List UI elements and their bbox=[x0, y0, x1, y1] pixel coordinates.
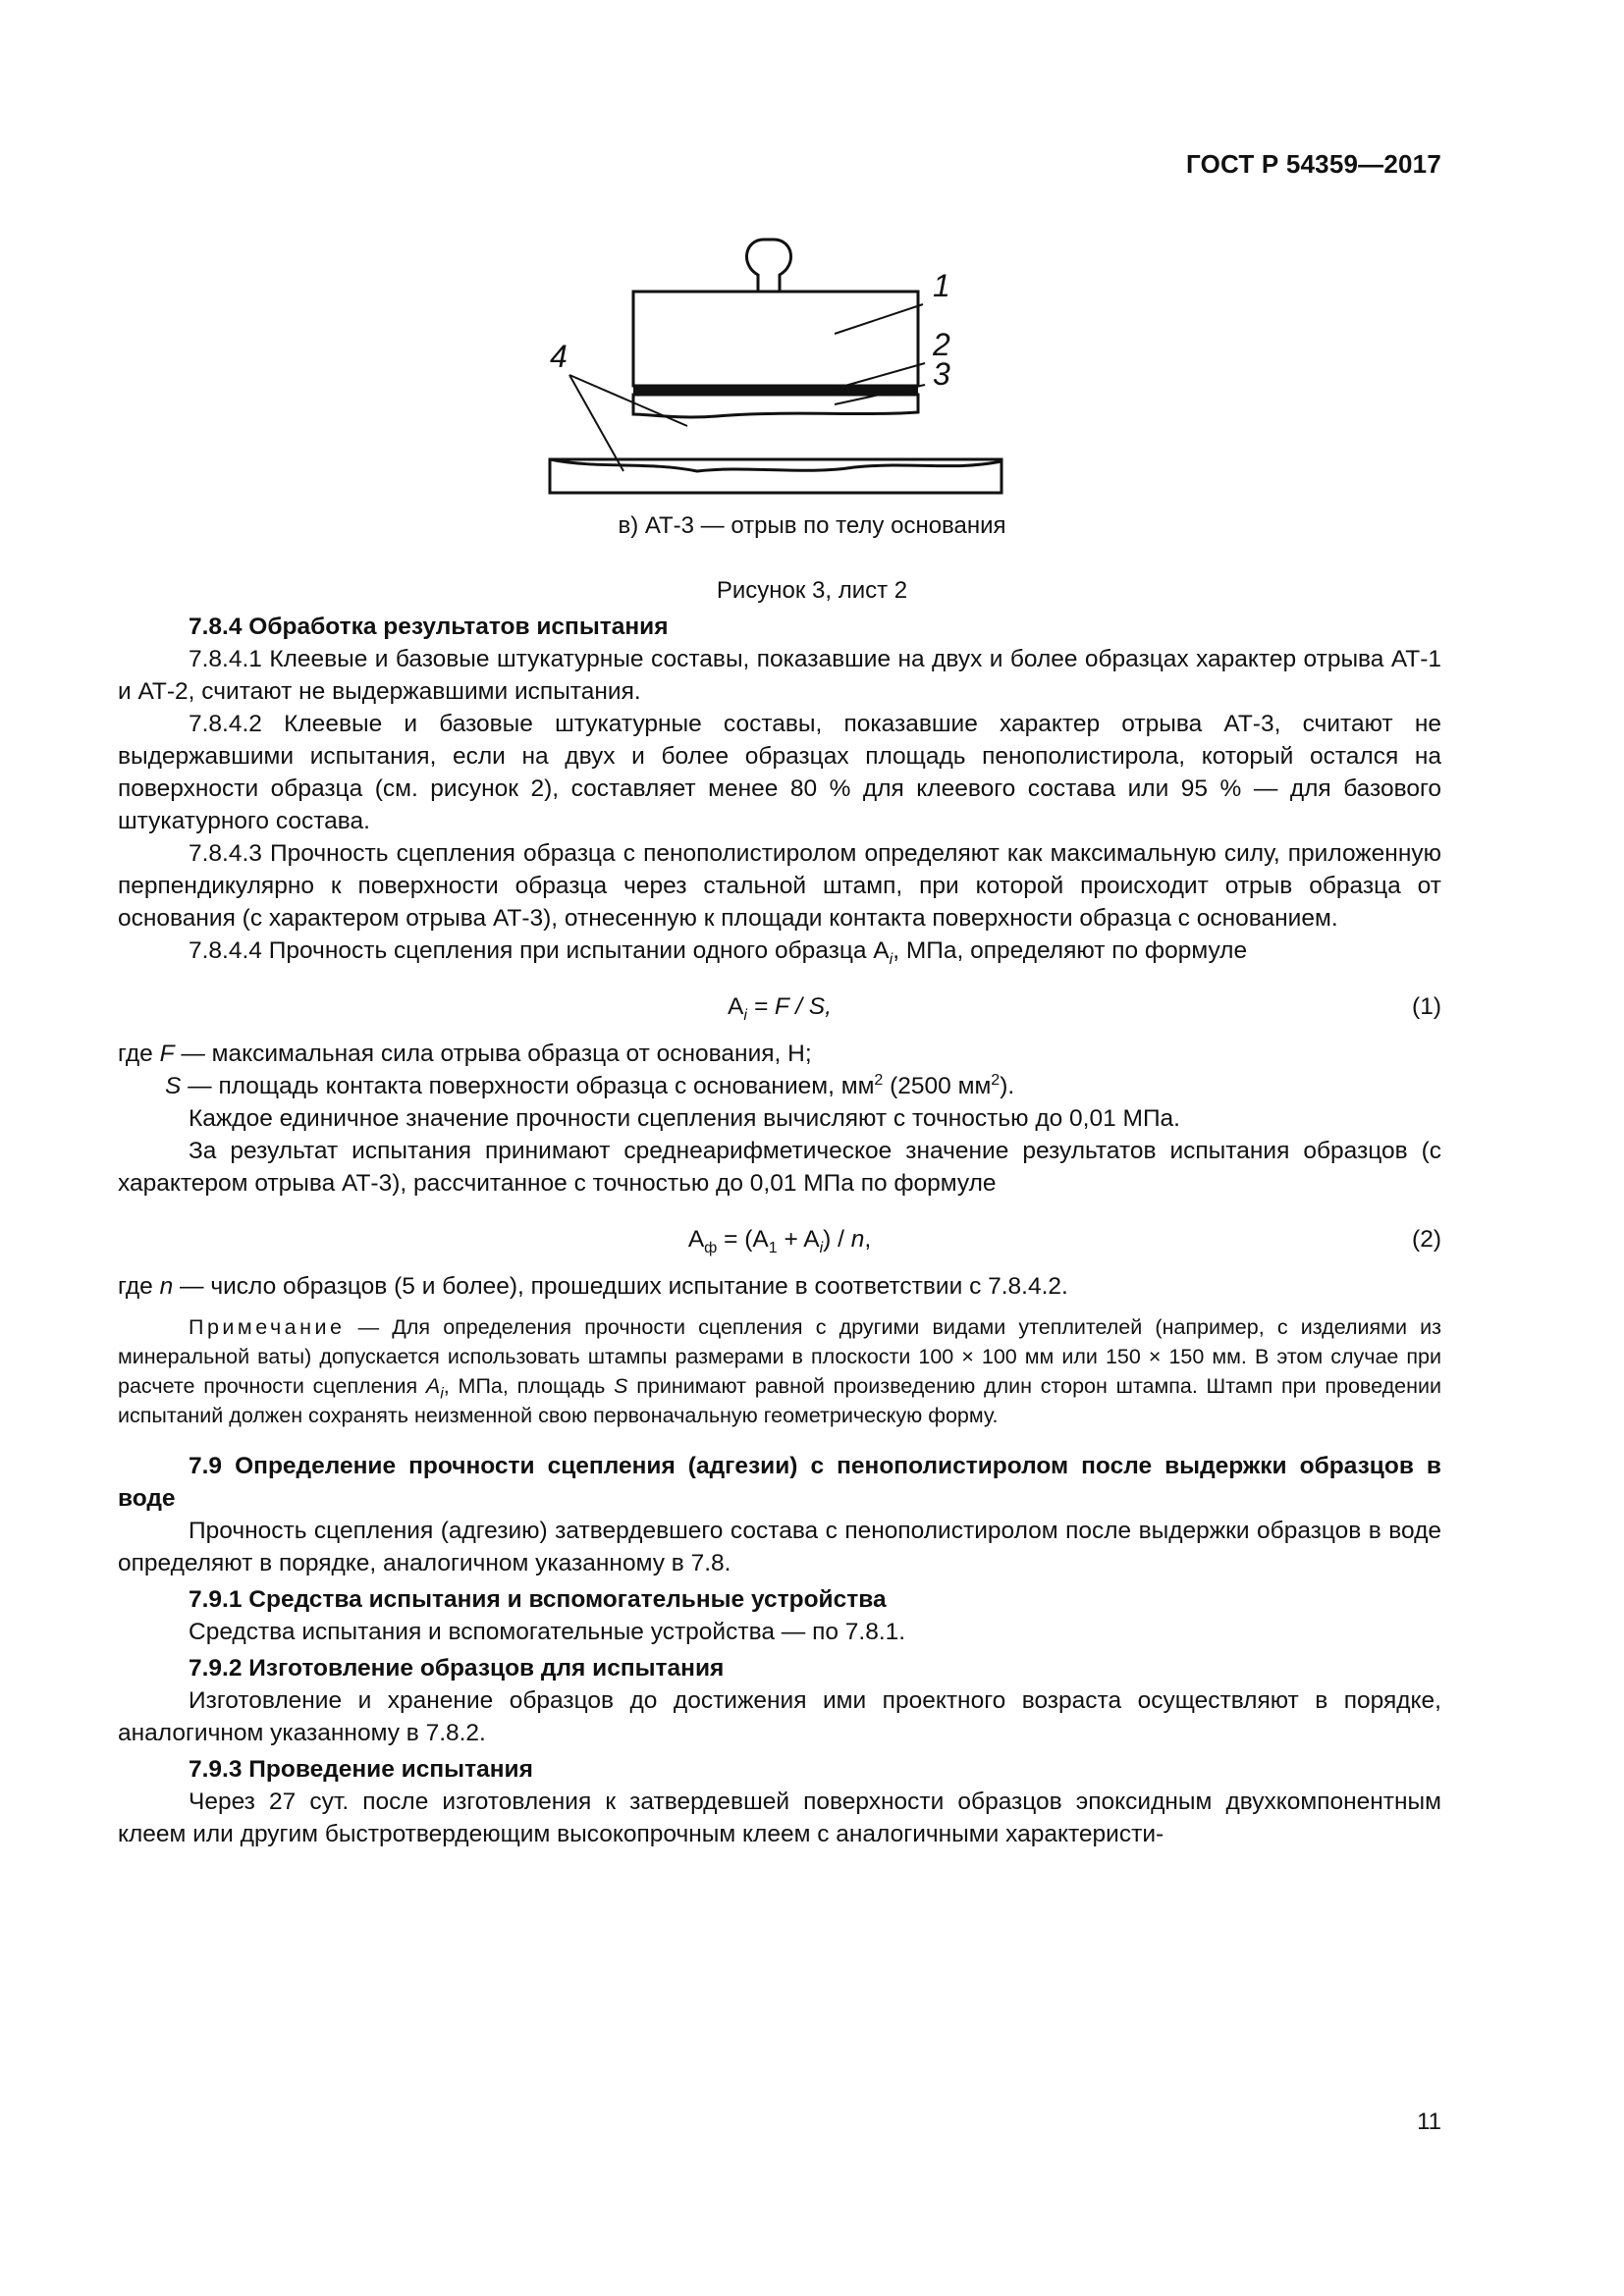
superscript: 2 bbox=[874, 1071, 884, 1089]
figure-diagram bbox=[540, 238, 1011, 512]
subscript: i bbox=[743, 1006, 747, 1024]
subscript: 1 bbox=[768, 1239, 778, 1256]
formula-1 bbox=[118, 981, 1441, 1034]
base-slab bbox=[550, 459, 1001, 493]
subscript: i bbox=[819, 1239, 824, 1256]
note bbox=[118, 1312, 1441, 1430]
formula-symbol: A bbox=[728, 993, 744, 1020]
text-run: ). bbox=[1000, 1073, 1015, 1099]
text-run: — площадь контакта поверхности образца с основанием, мм bbox=[181, 1073, 875, 1099]
stamp-body bbox=[633, 292, 918, 386]
subscript: ф bbox=[704, 1239, 718, 1256]
text-run: , МПа, определяют по формуле bbox=[893, 937, 1248, 964]
paragraph-result: За результат испытания принимают среднеарифметическое значение результатов испытания образцов (с характером отрыва АТ-3), рассчитанное с точностью до 0,01 МПа по формуле bbox=[118, 1138, 1441, 1197]
figure-label-2: 2 bbox=[933, 327, 950, 362]
text-run: где bbox=[118, 1041, 160, 1067]
definition-F bbox=[118, 1038, 1441, 1070]
paragraph-7-8-4-3: 7.8.4.3 Прочность сцепления образца с пенополистиролом определяют как максимальную силу, приложенную перпендикулярно к поверхности образца через стальной штамп, при которой происходит отрыв образца от основания (с характером отрыва АТ-3), отнесенную к площади контакта поверхности образца с основанием. bbox=[118, 840, 1441, 932]
figure-title: Рисунок 3, лист 2 bbox=[716, 577, 908, 604]
text-run: где bbox=[118, 1273, 160, 1300]
document-code: ГОСТ Р 54359—2017 bbox=[1186, 149, 1441, 179]
section-heading-7-9: 7.9 Определение прочности сцепления (адгезии) с пенополистиролом после выдержки образцов в воде bbox=[118, 1453, 1441, 1512]
text-run: , МПа, площадь bbox=[443, 1374, 615, 1398]
figure-label-4: 4 bbox=[550, 339, 568, 374]
variable: n bbox=[159, 1273, 174, 1300]
stamp-handle bbox=[747, 240, 791, 292]
paragraph-7-9-3: Через 27 сут. после изготовления к затвердевшей поверхности образцов эпоксидным двухкомпонентным клеем или другим быстротвердеющим высокопрочным клеем с аналогичными характеристи- bbox=[118, 1789, 1441, 1847]
formula-part: = (A bbox=[717, 1226, 769, 1253]
definition-S bbox=[118, 1070, 1441, 1102]
text-run: принимают равной произведению длин сторон штампа. Штамп при проведении испытаний должен сохранять неизменной свою первоначальную геометрическую форму. bbox=[118, 1374, 1441, 1427]
paragraph-precision: Каждое единичное значение прочности сцепления вычисляют с точностью до 0,01 МПа. bbox=[189, 1105, 1180, 1132]
formula-2-expression bbox=[118, 1223, 1441, 1255]
section-heading-7-9-3: 7.9.3 Проведение испытания bbox=[189, 1756, 533, 1783]
paragraph-7-8-4-4 bbox=[118, 934, 1441, 967]
formula-rest: = F / S, bbox=[746, 993, 832, 1020]
spacer bbox=[118, 1430, 1441, 1446]
formula-part: , bbox=[864, 1226, 872, 1253]
text-run: — Для определения прочности сцепления с другими видами утеплителей (например, с изделиями из минеральной ваты) допускается использовать штампы размерами в плоскости 100 × 100 мм или 150 × 150 мм. В этом случае при расчете прочности сцепления bbox=[118, 1315, 1441, 1398]
superscript: 2 bbox=[991, 1071, 1001, 1089]
formula-2 bbox=[118, 1213, 1441, 1266]
page-number: 11 bbox=[1417, 2109, 1441, 2135]
section-heading-7-9-1: 7.9.1 Средства испытания и вспомогательные устройства bbox=[189, 1586, 887, 1613]
figure-label-3: 3 bbox=[933, 356, 950, 392]
variable: S bbox=[614, 1374, 628, 1398]
variable: S bbox=[165, 1073, 182, 1099]
section-heading-7-9-2: 7.9.2 Изготовление образцов для испытания bbox=[189, 1655, 725, 1682]
formula-1-number: (1) bbox=[1412, 993, 1441, 1020]
subscript: i bbox=[440, 1385, 444, 1403]
formula-part: + A bbox=[777, 1226, 820, 1253]
paragraph-7-8-4-2: 7.8.4.2 Клеевые и базовые штукатурные составы, показавшие характер отрыва АТ-3, считают не выдержавшими испытания, если на двух и более образцах площадь пенополистирола, который остался на поверхности образца (см. рисунок 2), составляет менее 80 % для клеевого состава или 95 % — для базового штукатурного состава. bbox=[118, 711, 1441, 834]
definition-n bbox=[118, 1270, 1441, 1303]
figure-label-1: 1 bbox=[933, 268, 950, 303]
paragraph-7-9: Прочность сцепления (адгезию) затвердевшего состава с пенополистиролом после выдержки образцов в воде определяют в порядке, аналогичном указанному в 7.8. bbox=[118, 1518, 1441, 1576]
figure-caption: в) АТ-3 — отрыв по телу основания bbox=[618, 512, 1006, 539]
formula-2-number: (2) bbox=[1412, 1226, 1441, 1253]
paragraph-7-9-1: Средства испытания и вспомогательные устройства — по 7.8.1. bbox=[189, 1619, 906, 1645]
formula-symbol: A bbox=[687, 1226, 705, 1253]
paragraph-7-8-4-1: 7.8.4.1 Клеевые и базовые штукатурные составы, показавшие на двух и более образцах характер отрыва АТ-1 и АТ-2, считают не выдержавшими испытания. bbox=[118, 646, 1441, 705]
section-heading-7-8-4: 7.8.4 Обработка результатов испытания bbox=[189, 614, 669, 640]
paragraph-7-9-2: Изготовление и хранение образцов до достижения ими проектного возраста осуществляют в порядке, аналогичном указанному в 7.8.2. bbox=[118, 1687, 1441, 1746]
note-label: Примечание bbox=[189, 1315, 346, 1339]
subscript: i bbox=[889, 950, 893, 968]
formula-1-expression bbox=[118, 990, 1441, 1023]
variable: n bbox=[850, 1226, 865, 1253]
formula-part: ) / bbox=[823, 1226, 851, 1253]
variable: A bbox=[425, 1374, 441, 1398]
text-run: — максимальная сила отрыва образца от основания, Н; bbox=[174, 1041, 812, 1067]
text-run: (2500 мм bbox=[883, 1073, 992, 1099]
body-text bbox=[118, 611, 1441, 1850]
text-run: 7.8.4.4 Прочность сцепления при испытании одного образца A bbox=[189, 937, 890, 964]
text-run: — число образцов (5 и более), прошедших испытание в соответствии с 7.8.4.2. bbox=[173, 1273, 1068, 1300]
specimen-layer bbox=[633, 395, 918, 417]
variable: F bbox=[159, 1041, 175, 1067]
